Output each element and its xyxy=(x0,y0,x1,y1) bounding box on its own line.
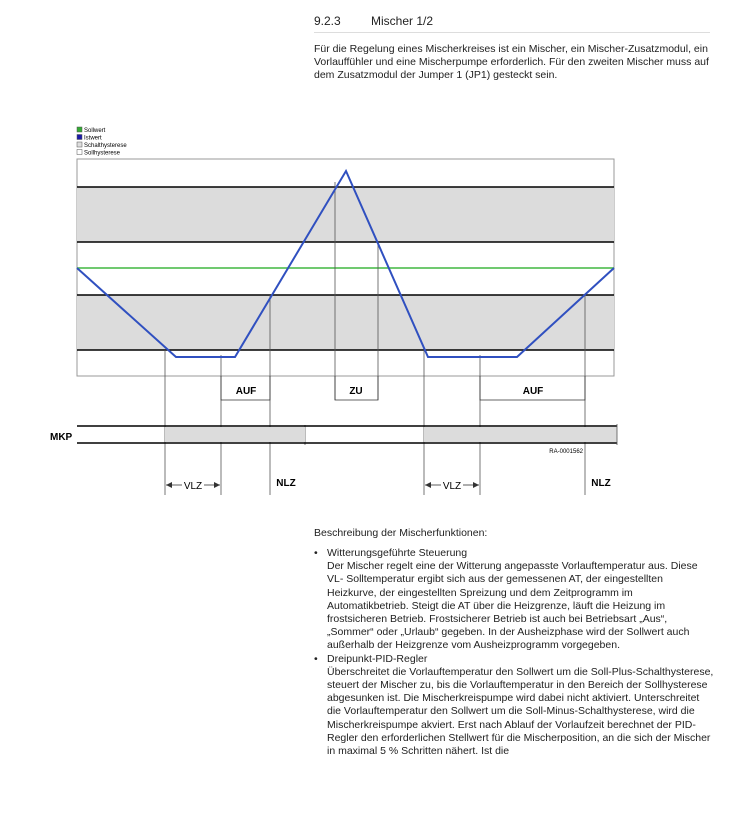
legend-swatch-actual xyxy=(77,135,82,140)
auf-right-label: AUF xyxy=(522,386,544,397)
vlz-right-marker xyxy=(425,481,479,492)
auf-left-label: AUF xyxy=(235,386,257,397)
mkp-on-segment-2 xyxy=(424,427,617,442)
legend-swatch-switch-hysteresis xyxy=(77,142,82,147)
diagram-ref: RA-0001562 xyxy=(549,449,583,455)
legend-swatch-setpoint xyxy=(77,127,82,132)
auf-right-box xyxy=(480,376,585,400)
mkp-on-segment-1 xyxy=(165,427,305,442)
legend xyxy=(77,127,127,157)
vlz-right-label: VLZ xyxy=(442,481,462,492)
vlz-left-marker xyxy=(166,481,220,492)
description-heading: Beschreibung der Mischerfunktionen: xyxy=(314,527,488,539)
zu-label: ZU xyxy=(349,386,363,397)
legend-label-switch-hysteresis: Schalthysterese xyxy=(84,143,127,149)
item-text: Der Mischer regelt eine der Witterung angepasste Vorlauftemperatur aus. Diese VL- Solltemperatur ergibt sich aus der gemessenen AT, der eingestellten Heizkurve, der eingestellten Spreizung und dem Zeitprogramm im Automatikbetrieb. Steigt die AT über die Heizgrenze, läuft die Heizung im frostsicheren Betrieb. Frostsicherer Betrieb ist auch bei Betriebsart „Aus“, „Sommer“ oder „Urlaub“ gegeben. In der Ausheizphase wird der Sollwert auch außerhalb der Heizgrenze vom Ausheizprogramm vorgegeben. xyxy=(327,560,698,652)
legend-label-actual: Istwert xyxy=(84,135,102,142)
item-title: Dreipunkt-PID-Regler xyxy=(327,652,428,665)
nlz-left-label: NLZ xyxy=(276,478,296,489)
legend-label-target-hysteresis: Sollhysterese xyxy=(84,150,121,157)
auf-left-box xyxy=(221,376,270,400)
nlz-right-label: NLZ xyxy=(591,478,611,489)
description-list xyxy=(314,547,714,758)
legend-swatch-target-hysteresis xyxy=(77,150,82,155)
intro-paragraph: Für die Regelung eines Mischerkreises ist ein Mischer, ein Mischer-Zusatzmodul, ein Vorlauffühler und eine Mischerpumpe erforderlich. Für den zweiten Mischer muss auf dem Zusatzmodul der Jumper 1 (JP1) gesteckt sein. xyxy=(314,43,709,82)
list-item xyxy=(314,653,714,759)
item-title: Witterungsgeführte Steuerung xyxy=(327,547,468,559)
mkp-label: MKP xyxy=(50,432,73,443)
bullet: • xyxy=(314,547,318,559)
list-item xyxy=(314,547,714,653)
zu-box xyxy=(335,376,378,400)
section-title: Mischer 1/2 xyxy=(371,14,434,28)
upper-hysteresis-band xyxy=(77,187,614,242)
section-number: 9.2.3 xyxy=(314,14,341,28)
vlz-left-label: VLZ xyxy=(183,481,203,492)
bullet: • xyxy=(314,652,318,665)
legend-label-setpoint: Sollwert xyxy=(84,128,106,134)
item-text: Überschreitet die Vorlauftemperatur den Sollwert um die Soll-Plus-Schalthysterese, steuert der Mischer zu, bis die Vorlauftemperatur in den Bereich der Sollhysterese abgesunken ist. Die Mischerkreispumpe wird dabei nicht aktiviert. Unterschreitet die Vorlauftemperatur den Sollwert um die Soll-Minus-Schalthysterese, wird die Mischerkreispumpe akviert. Erst nach Ablauf der Vorlaufzeit berechnet der PID-Regler den erforderlichen Stellwert für die Mischerposition, an die sich der Mischer in maximal 5 % Schritten nähert. Ist die xyxy=(327,665,714,758)
